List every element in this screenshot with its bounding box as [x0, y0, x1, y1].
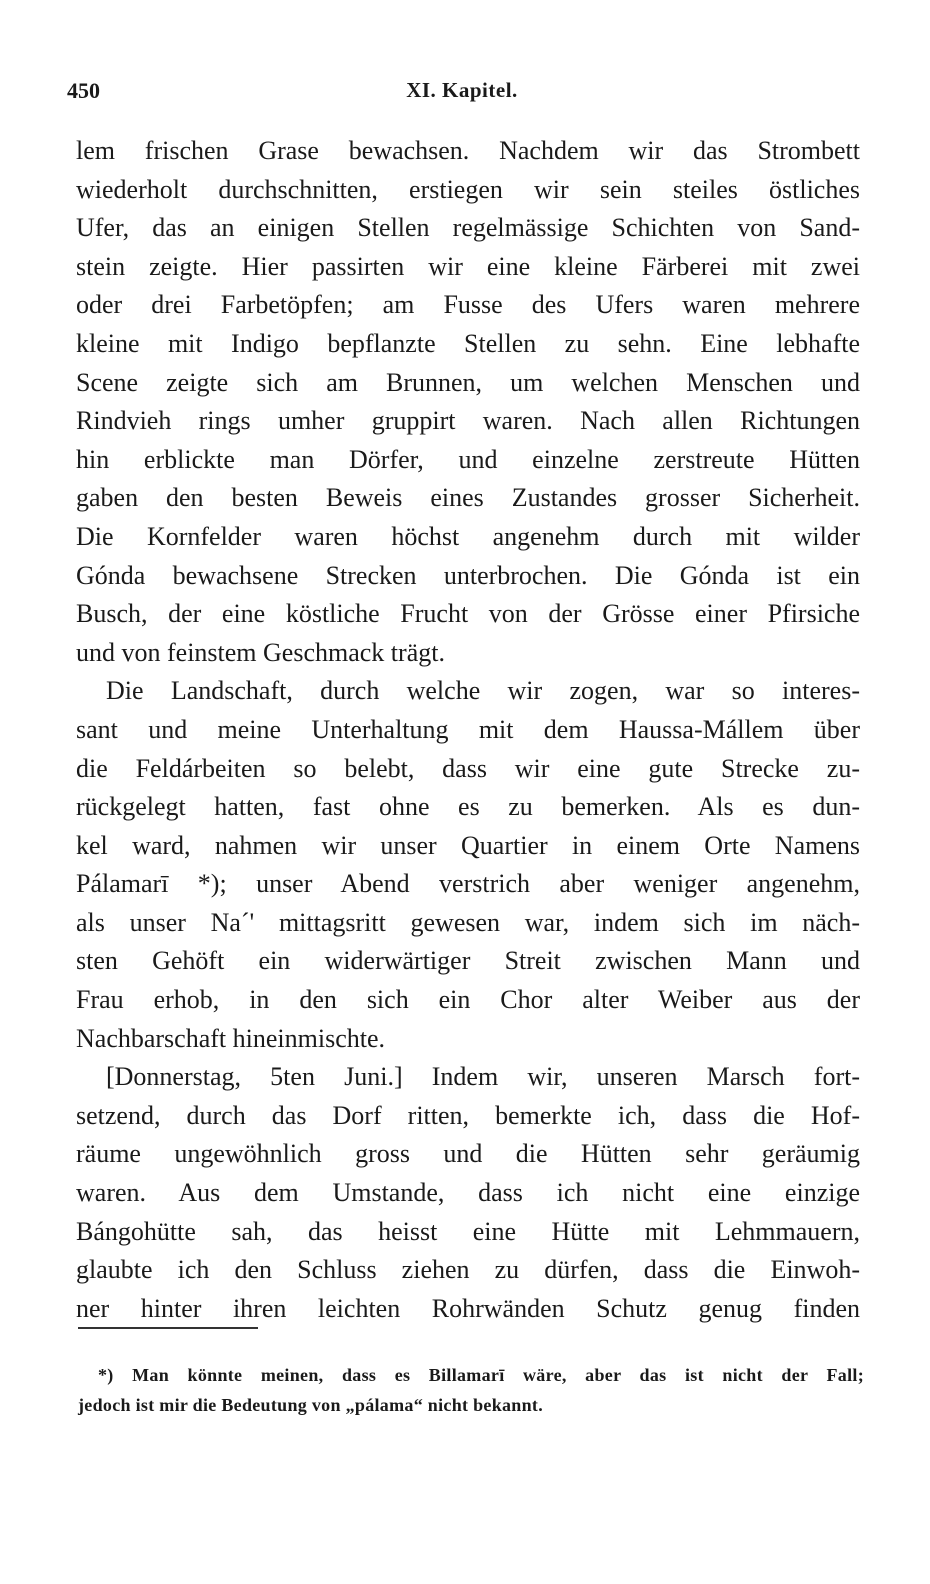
- text-line: ner hinter ihren leichten Rohrwänden Schutz genug finden: [76, 1293, 860, 1323]
- footnote: [78, 1360, 864, 1420]
- text-line: waren. Aus dem Umstande, dass ich nicht eine einzige: [76, 1178, 860, 1208]
- text-line: die Feldárbeiten so belebt, dass wir eine gute Strecke zu-: [76, 753, 860, 783]
- footnote-line: *) Man könnte meinen, dass es Billamarī wäre, aber das ist nicht der Fall;: [98, 1365, 864, 1385]
- text-line: wiederholt durchschnitten, erstiegen wir sein steiles östliches: [76, 174, 860, 204]
- text-line: [Donnerstag, 5ten Juni.] Indem wir, unseren Marsch fort-: [106, 1062, 860, 1092]
- text-line: Ufer, das an einigen Stellen regelmässige Schichten von Sand-: [76, 213, 860, 243]
- text-line: Nachbarschaft hineinmischte.: [76, 1023, 385, 1053]
- text-line: Die Kornfelder waren höchst angenehm durch mit wilder: [76, 521, 860, 551]
- body-text: [76, 132, 860, 1328]
- text-line: Pálamarī *); unser Abend verstrich aber weniger angenehm,: [76, 869, 860, 899]
- text-line: sant und meine Unterhaltung mit dem Haussa-Mállem über: [76, 714, 860, 744]
- page-header: [67, 78, 857, 112]
- text-line: Bángohütte sah, das heisst eine Hütte mit Lehmmauern,: [76, 1216, 860, 1246]
- text-line: gaben den besten Beweis eines Zustandes grosser Sicherheit.: [76, 483, 860, 513]
- page-number: 450: [67, 78, 100, 103]
- text-line: räume ungewöhnlich gross und die Hütten sehr geräumig: [76, 1139, 860, 1169]
- text-line: und von feinstem Geschmack trägt.: [76, 637, 445, 667]
- footnote-line: jedoch ist mir die Bedeutung von „pálama“ nicht bekannt.: [78, 1395, 544, 1415]
- text-line: setzend, durch das Dorf ritten, bemerkte ich, dass die Hof-: [76, 1100, 860, 1130]
- text-line: Gónda bewachsene Strecken unterbrochen. Die Gónda ist ein: [76, 560, 860, 590]
- text-line: glaubte ich den Schluss ziehen zu dürfen, dass die Einwoh-: [76, 1255, 860, 1285]
- text-line: lem frischen Grase bewachsen. Nachdem wir das Strombett: [76, 136, 860, 165]
- text-line: stein zeigte. Hier passirten wir eine kleine Färberei mit zwei: [76, 251, 860, 281]
- text-line: Frau erhob, in den sich ein Chor alter Weiber aus der: [76, 985, 860, 1015]
- text-line: Busch, der eine köstliche Frucht von der Grösse einer Pfirsiche: [76, 599, 860, 629]
- text-line: sten Gehöft ein widerwärtiger Streit zwischen Mann und: [76, 946, 860, 976]
- text-line: Rindvieh rings umher gruppirt waren. Nach allen Richtungen: [76, 406, 860, 436]
- text-line: als unser Na´' mittagsritt gewesen war, indem sich im näch-: [76, 907, 860, 937]
- text-line: oder drei Farbetöpfen; am Fusse des Ufers waren mehrere: [76, 290, 860, 320]
- text-line: Scene zeigte sich am Brunnen, um welchen Menschen und: [76, 367, 860, 397]
- footnote-divider: [78, 1327, 258, 1329]
- text-line: hin erblickte man Dörfer, und einzelne zerstreute Hütten: [76, 444, 860, 474]
- text-line: rückgelegt hatten, fast ohne es zu bemerken. Als es dun-: [76, 792, 860, 822]
- text-line: kel ward, nahmen wir unser Quartier in einem Orte Namens: [76, 830, 860, 860]
- chapter-title: XI. Kapitel.: [406, 78, 518, 102]
- text-line: kleine mit Indigo bepflanzte Stellen zu sehn. Eine lebhafte: [76, 328, 860, 358]
- text-line: Die Landschaft, durch welche wir zogen, war so interes-: [106, 676, 860, 706]
